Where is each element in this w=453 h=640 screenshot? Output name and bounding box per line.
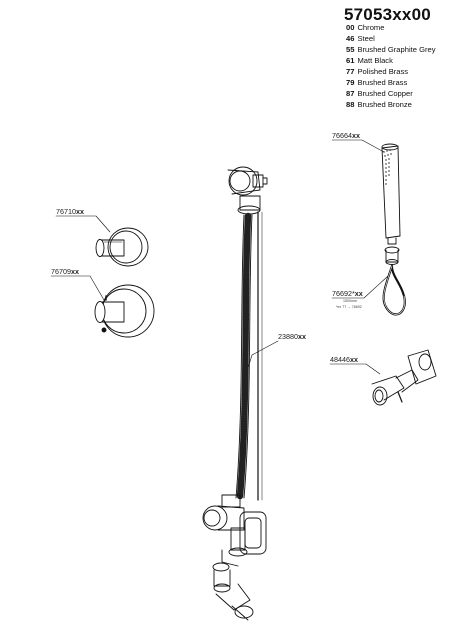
spray-nozzles bbox=[383, 149, 391, 184]
braided-hose-drawing bbox=[236, 212, 262, 500]
label-rail: 23880xx bbox=[278, 332, 306, 341]
label-handshower: 76664xx bbox=[332, 131, 360, 140]
stop-valve-drawing bbox=[96, 228, 148, 266]
finish-name: Brushed Copper bbox=[357, 89, 413, 98]
finish-name: Chrome bbox=[357, 23, 385, 32]
finish-code: 88 bbox=[346, 100, 355, 109]
lower-mixer-drawing bbox=[203, 495, 266, 620]
wall-outlet-drawing bbox=[372, 350, 436, 405]
finish-name: Brushed Brass bbox=[357, 78, 408, 87]
label-outlet: 48446xx bbox=[330, 355, 358, 364]
finish-code: 55 bbox=[346, 45, 355, 54]
upper-valve-drawing bbox=[228, 167, 267, 214]
finish-name: Steel bbox=[357, 34, 375, 43]
label-thermostat: 76709xx bbox=[51, 267, 79, 276]
finish-name: Matt Black bbox=[357, 56, 393, 65]
hose-variant-note: *ex 77 → 76692 bbox=[336, 305, 362, 309]
finish-name: Brushed Bronze bbox=[357, 100, 412, 109]
finish-code: 77 bbox=[346, 67, 355, 76]
shower-hose-drawing bbox=[384, 266, 405, 314]
product-code: 57053xx00 bbox=[344, 5, 431, 24]
finish-code: 46 bbox=[346, 34, 355, 43]
leader-lines bbox=[51, 140, 388, 374]
label-stop-valve: 76710xx bbox=[56, 207, 84, 216]
label-hose: 76692*xx bbox=[332, 289, 363, 298]
handshower-drawing bbox=[382, 144, 400, 265]
finish-code: 79 bbox=[346, 78, 355, 87]
finish-code: 87 bbox=[346, 89, 355, 98]
finish-code: 61 bbox=[346, 56, 355, 65]
finish-name: Polished Brass bbox=[357, 67, 409, 76]
thermostat-drawing bbox=[95, 285, 154, 337]
hose-length-note: 1500mm bbox=[343, 299, 357, 303]
finish-name: Brushed Graphite Grey bbox=[357, 45, 436, 54]
finish-code: 00 bbox=[346, 23, 355, 32]
